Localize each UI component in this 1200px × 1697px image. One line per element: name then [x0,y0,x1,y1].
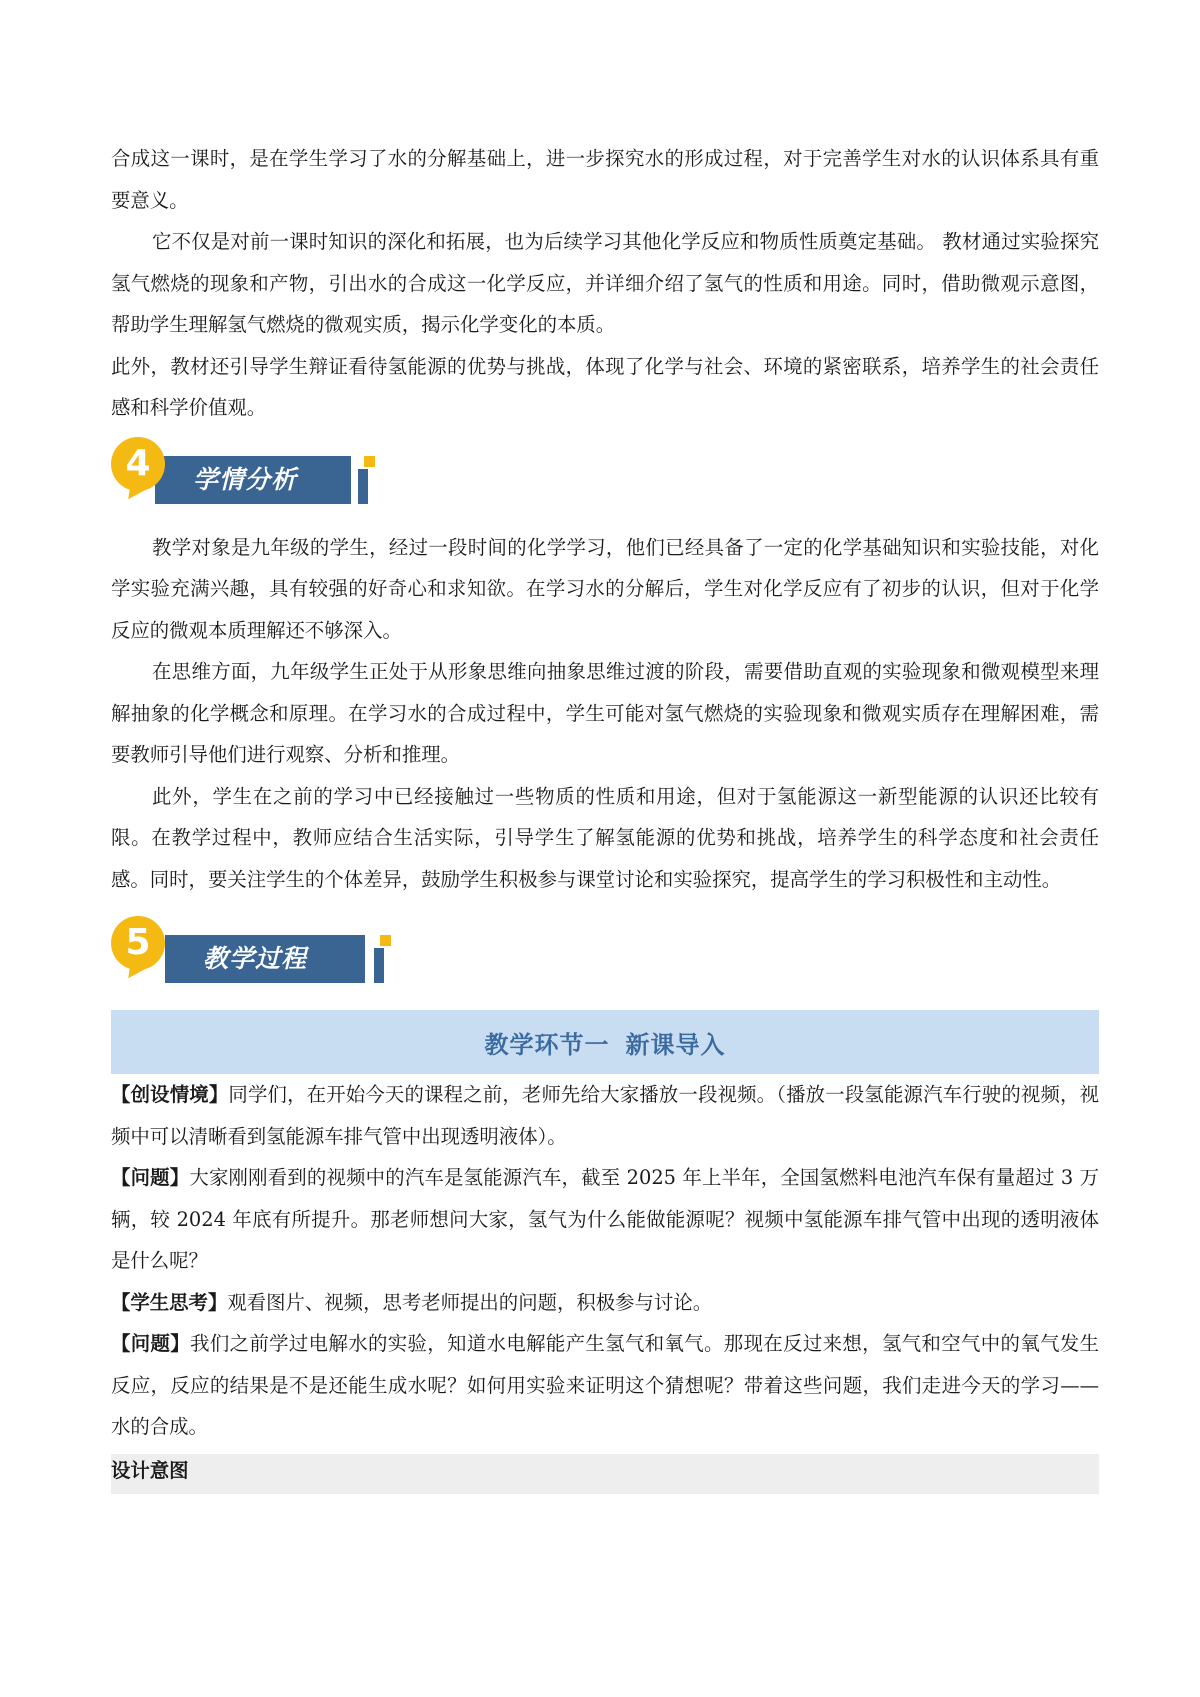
process-item [111,1323,1099,1448]
process-item [111,1074,1099,1157]
banner-step-title: 新课导入 [625,1030,726,1059]
process-item [111,1157,1099,1282]
section-5-title: 教学过程 [165,935,365,983]
process-item-text: 观看图片、视频，思考老师提出的问题，积极参与讨论。 [227,1290,713,1314]
process-item-tag: 【学生思考】 [111,1290,228,1314]
banner-step-label: 教学环节一 [484,1030,610,1059]
process-item-tag: 【问题】 [111,1166,190,1189]
process-item-text: 我们之前学过电解水的实验，知道水电解能产生氢气和氧气。那现在反过来想，氢气和空气中的氧气发生反应，反应的结果是不是还能生成水呢？如何用实验来证明这个猜想呢？带着这些问题，我们走进今天的学习——水的合成。 [111,1332,1100,1438]
document-page [111,138,1099,1494]
section-4-paragraph-3: 此外，学生在之前的学习中已经接触过一些物质的性质和用途，但对于氢能源这一新型能源的认识还比较有限。在教学过程中，教师应结合生活实际，引导学生了解氢能源的优势和挑战，培养学生的科学态度和社会责任感。同时，要关注学生的个体差异，鼓励学生积极参与课堂讨论和实验探究，提高学生的学习积极性和主动性。 [111,784,1099,891]
design-intent-label: 设计意图 [111,1458,189,1482]
heading-accent-square [380,935,391,946]
intro-paragraph-3: 此外，教材还引导学生辩证看待氢能源的优势与挑战，体现了化学与社会、环境的紧密联系，培养学生的社会责任感和科学价值观。 [111,354,1099,419]
section-5-heading [111,900,1099,1010]
teaching-step-banner [111,1010,1099,1074]
process-item-tag: 【问题】 [111,1332,191,1355]
intro-paragraph-1: 合成这一课时，是在学生学习了水的分解基础上，进一步探究水的形成过程，对于完善学生对水的认识体系具有重要意义。 [111,147,1099,212]
section-4-title: 学情分析 [155,456,351,504]
section-4-paragraph-2: 在思维方面，九年级学生正处于从形象思维向抽象思维过渡的阶段，需要借助直观的实验现象和微观模型来理解抽象的化学概念和原理。在学习水的合成过程中，学生可能对氢气燃烧的实验现象和微观实质存在理解困难，需要教师引导他们进行观察、分析和推理。 [111,660,1099,766]
heading-accent-square [364,456,375,467]
section-4-paragraph-1: 教学对象是九年级的学生，经过一段时间的化学学习，他们已经具备了一定的化学基础知识和实验技能，对化学实验充满兴趣，具有较强的好奇心和求知欲。在学习水的分解后，学生对化学反应有了初步的认识，但对于化学反应的微观本质理解还不够深入。 [111,535,1099,642]
section-4-number-badge: 4 [111,437,165,491]
process-item-text: 大家刚刚看到的视频中的汽车是氢能源汽车，截至 2025 年上半年，全国氢燃料电池汽车保有量超过 3 万辆，较 2024 年底有所提升。那老师想问大家，氢气为什么能做能源呢？视频中氢能源车排气管中出现的透明液体是什么呢？ [111,1166,1099,1272]
heading-accent-bar [374,948,384,983]
design-intent-box [111,1454,1099,1494]
intro-paragraph-2: 它不仅是对前一课时知识的深化和拓展，也为后续学习其他化学反应和物质性质奠定基础。 教材通过实验探究氢气燃烧的现象和产物，引出水的合成这一化学反应，并详细介绍了氢气的性质和用途。同时，借助微观示意图，帮助学生理解氢气燃烧的微观实质，揭示化学变化的本质。 [111,230,1099,336]
process-item [111,1282,1099,1324]
section-4-heading [111,429,1099,527]
process-item-tag: 【创设情境】 [111,1083,229,1106]
process-item-text: 同学们，在开始今天的课程之前，老师先给大家播放一段视频。（播放一段氢能源汽车行驶的视频，视频中可以清晰看到氢能源车排气管中出现透明液体）。 [111,1083,1099,1148]
heading-accent-bar [358,469,368,504]
section-5-number-badge: 5 [111,916,165,970]
